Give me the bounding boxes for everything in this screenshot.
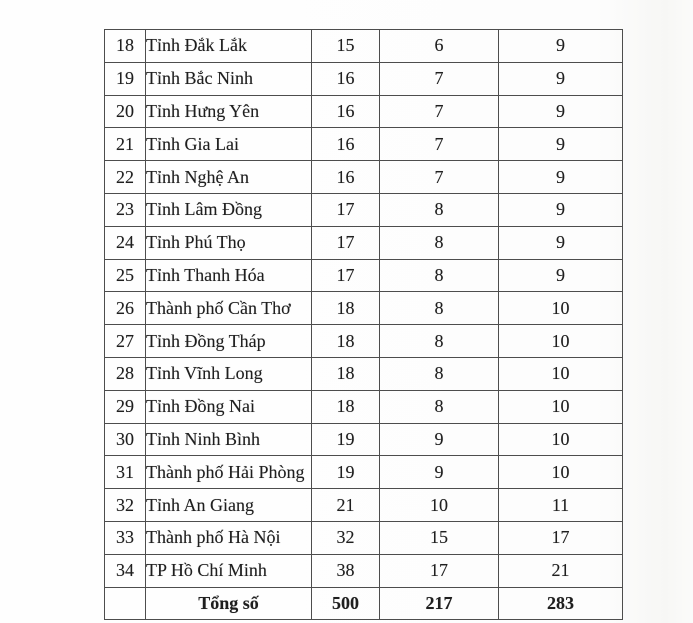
province-name-cell: Thành phố Hà Nội xyxy=(146,521,312,554)
row-number-cell: 20 xyxy=(105,95,146,128)
table-row xyxy=(105,95,623,128)
table-row xyxy=(105,226,623,259)
table-row xyxy=(105,423,623,456)
value-cell: 18 xyxy=(312,325,380,358)
table-row xyxy=(105,193,623,226)
row-number-cell: 32 xyxy=(105,489,146,522)
row-number-cell: 30 xyxy=(105,423,146,456)
province-statistics-table xyxy=(104,29,623,620)
row-number-cell: 25 xyxy=(105,259,146,292)
value-cell: 21 xyxy=(312,489,380,522)
value-cell: 9 xyxy=(499,30,623,63)
value-cell: 17 xyxy=(312,259,380,292)
table-row xyxy=(105,62,623,95)
table-row xyxy=(105,390,623,423)
value-cell: 10 xyxy=(499,423,623,456)
row-number-cell: 18 xyxy=(105,30,146,63)
table-row xyxy=(105,30,623,63)
value-cell: 21 xyxy=(499,554,623,587)
value-cell: 8 xyxy=(380,357,499,390)
value-cell: 17 xyxy=(312,226,380,259)
row-number-cell: 29 xyxy=(105,390,146,423)
value-cell: 16 xyxy=(312,95,380,128)
value-cell: 15 xyxy=(312,30,380,63)
value-cell: 6 xyxy=(380,30,499,63)
value-cell: 7 xyxy=(380,95,499,128)
row-number-cell: 23 xyxy=(105,193,146,226)
table-row xyxy=(105,489,623,522)
value-cell: 19 xyxy=(312,423,380,456)
value-cell: 10 xyxy=(499,357,623,390)
table-row xyxy=(105,521,623,554)
value-cell: 17 xyxy=(499,521,623,554)
table-row xyxy=(105,259,623,292)
province-name-cell: Tỉnh Đồng Nai xyxy=(146,390,312,423)
value-cell: 7 xyxy=(380,128,499,161)
value-cell: 32 xyxy=(312,521,380,554)
value-cell: 17 xyxy=(312,193,380,226)
value-cell: 8 xyxy=(380,193,499,226)
table-row xyxy=(105,357,623,390)
value-cell: 10 xyxy=(380,489,499,522)
value-cell: 8 xyxy=(380,226,499,259)
table-row xyxy=(105,128,623,161)
province-name-cell: Tỉnh Bắc Ninh xyxy=(146,62,312,95)
province-name-cell: Tỉnh Hưng Yên xyxy=(146,95,312,128)
province-name-cell: TP Hồ Chí Minh xyxy=(146,554,312,587)
value-cell: 18 xyxy=(312,390,380,423)
value-cell: 16 xyxy=(312,161,380,194)
value-cell: 9 xyxy=(499,226,623,259)
value-cell: 7 xyxy=(380,161,499,194)
value-cell: 10 xyxy=(499,390,623,423)
row-number-cell: 21 xyxy=(105,128,146,161)
row-number-cell: 33 xyxy=(105,521,146,554)
value-cell: 9 xyxy=(499,95,623,128)
province-name-cell: Tỉnh Gia Lai xyxy=(146,128,312,161)
table-body xyxy=(105,30,623,620)
province-name-cell: Tỉnh Phú Thọ xyxy=(146,226,312,259)
province-name-cell: Tỉnh Nghệ An xyxy=(146,161,312,194)
province-name-cell: Tỉnh Ninh Bình xyxy=(146,423,312,456)
province-name-cell: Thành phố Hải Phòng xyxy=(146,456,312,489)
total-value-cell: 283 xyxy=(499,587,623,620)
value-cell: 16 xyxy=(312,128,380,161)
value-cell: 9 xyxy=(499,193,623,226)
value-cell: 8 xyxy=(380,390,499,423)
row-number-cell: 31 xyxy=(105,456,146,489)
table-row xyxy=(105,325,623,358)
value-cell: 9 xyxy=(499,128,623,161)
value-cell: 8 xyxy=(380,259,499,292)
value-cell: 18 xyxy=(312,357,380,390)
total-value-cell: 500 xyxy=(312,587,380,620)
value-cell: 19 xyxy=(312,456,380,489)
value-cell: 8 xyxy=(380,325,499,358)
value-cell: 18 xyxy=(312,292,380,325)
row-number-cell: 34 xyxy=(105,554,146,587)
value-cell: 17 xyxy=(380,554,499,587)
value-cell: 9 xyxy=(499,259,623,292)
empty-cell xyxy=(105,587,146,620)
value-cell: 9 xyxy=(380,423,499,456)
value-cell: 16 xyxy=(312,62,380,95)
row-number-cell: 28 xyxy=(105,357,146,390)
province-name-cell: Thành phố Cần Thơ xyxy=(146,292,312,325)
province-name-cell: Tỉnh Đồng Tháp xyxy=(146,325,312,358)
value-cell: 10 xyxy=(499,456,623,489)
value-cell: 10 xyxy=(499,325,623,358)
row-number-cell: 24 xyxy=(105,226,146,259)
province-name-cell: Tỉnh Đắk Lắk xyxy=(146,30,312,63)
table-row xyxy=(105,292,623,325)
province-name-cell: Tỉnh An Giang xyxy=(146,489,312,522)
table-row xyxy=(105,161,623,194)
row-number-cell: 19 xyxy=(105,62,146,95)
table-row xyxy=(105,456,623,489)
row-number-cell: 26 xyxy=(105,292,146,325)
value-cell: 8 xyxy=(380,292,499,325)
value-cell: 38 xyxy=(312,554,380,587)
row-number-cell: 27 xyxy=(105,325,146,358)
row-number-cell: 22 xyxy=(105,161,146,194)
province-name-cell: Tỉnh Thanh Hóa xyxy=(146,259,312,292)
total-row-label: Tổng số xyxy=(146,587,312,620)
value-cell: 10 xyxy=(499,292,623,325)
province-name-cell: Tỉnh Lâm Đồng xyxy=(146,193,312,226)
value-cell: 9 xyxy=(499,161,623,194)
value-cell: 9 xyxy=(380,456,499,489)
value-cell: 11 xyxy=(499,489,623,522)
value-cell: 9 xyxy=(499,62,623,95)
value-cell: 15 xyxy=(380,521,499,554)
total-row xyxy=(105,587,623,620)
province-name-cell: Tỉnh Vĩnh Long xyxy=(146,357,312,390)
table-row xyxy=(105,554,623,587)
value-cell: 7 xyxy=(380,62,499,95)
total-value-cell: 217 xyxy=(380,587,499,620)
